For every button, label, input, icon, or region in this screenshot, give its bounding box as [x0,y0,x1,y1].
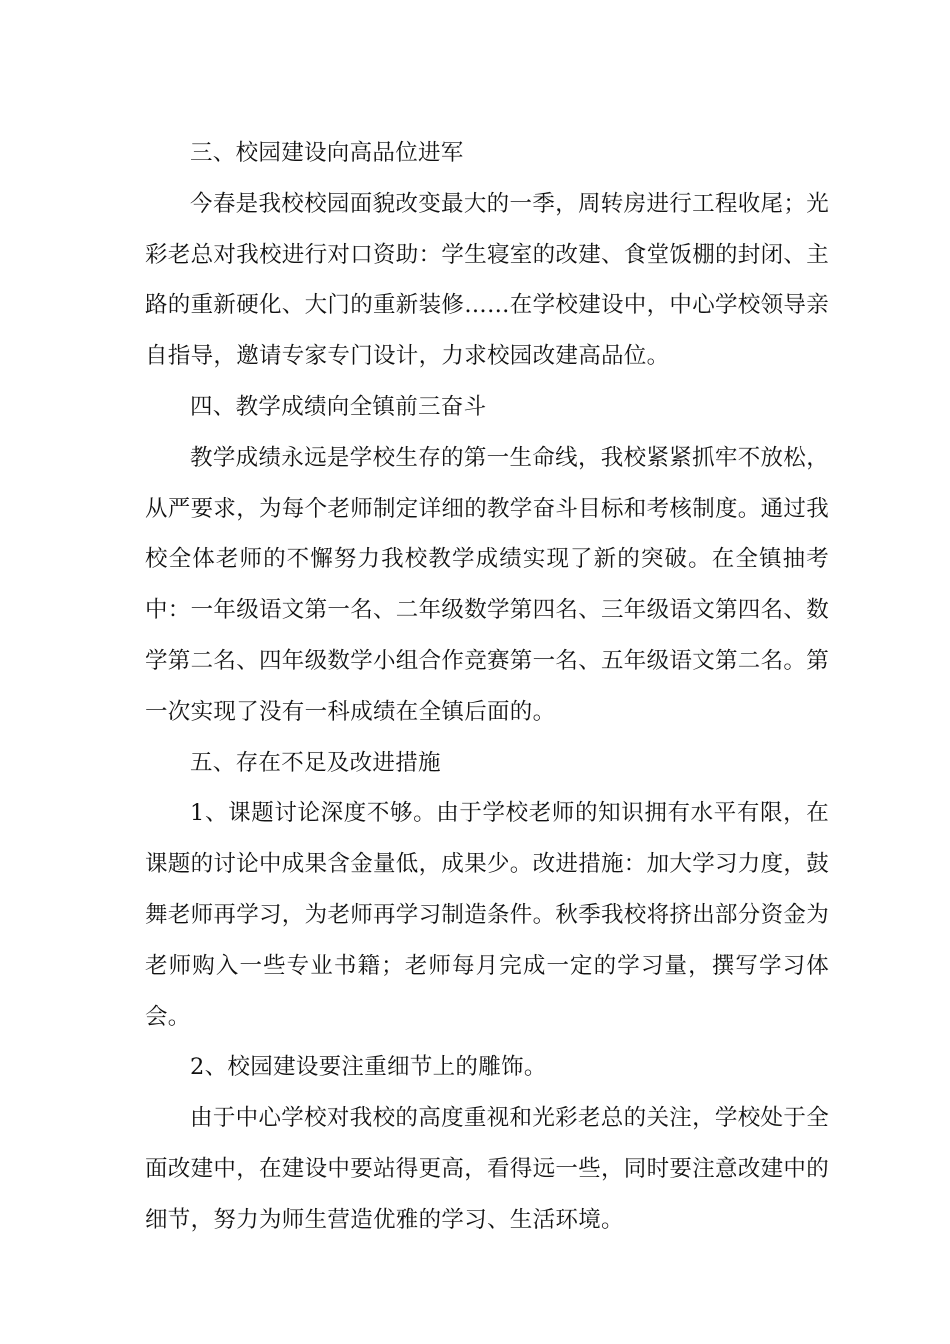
section-heading-campus-construction: 三、校园建设向高品位进军 [190,140,464,166]
paragraph-research-depth: 1、课题讨论深度不够。由于学校老师的知识拥有水平有限，在课题的讨论中成果含金量低，成果少。改进措施：加大学习力度，鼓舞老师再学习，为老师再学习制造条件。秋季我校将挤出部分资金为老师购入一些专业书籍；老师每月完成一定的学习量，撰写学习体会。 [145,800,830,1030]
paragraph-detail-body: 由于中心学校对我校的高度重视和光彩老总的关注，学校处于全面改建中，在建设中要站得更高，看得远一些，同时要注意改建中的细节，努力为师生营造优雅的学习、生活环境。 [145,1105,830,1233]
section-heading-shortcomings: 五、存在不足及改进措施 [190,749,441,776]
section-heading-teaching-results: 四、教学成绩向全镇前三奋斗 [190,393,487,420]
document-body [145,128,829,1246]
paragraph-teaching-results: 教学成绩永远是学校生存的第一生命线，我校紧紧抓牢不放松，从严要求，为每个老师制定详细的教学奋斗目标和考核制度。通过我校全体老师的不懈努力我校教学成绩实现了新的突破。在全镇抽考中：一年级语文第一名、二年级数学第四名、三年级语文第四名、数学第二名、四年级数学小组合作竞赛第一名、五年级语文第二名。第一次实现了没有一科成绩在全镇后面的。 [145,444,830,725]
paragraph-detail-heading: 2、校园建设要注重细节上的雕饰。 [190,1054,547,1081]
paragraph-campus-construction: 今春是我校校园面貌改变最大的一季，周转房进行工程收尾；光彩老总对我校进行对口资助：学生寝室的改建、食堂饭棚的封闭、主路的重新硬化、大门的重新装修……在学校建设中，中心学校领导亲自指导，邀请专家专门设计，力求校园改建高品位。 [145,190,830,370]
